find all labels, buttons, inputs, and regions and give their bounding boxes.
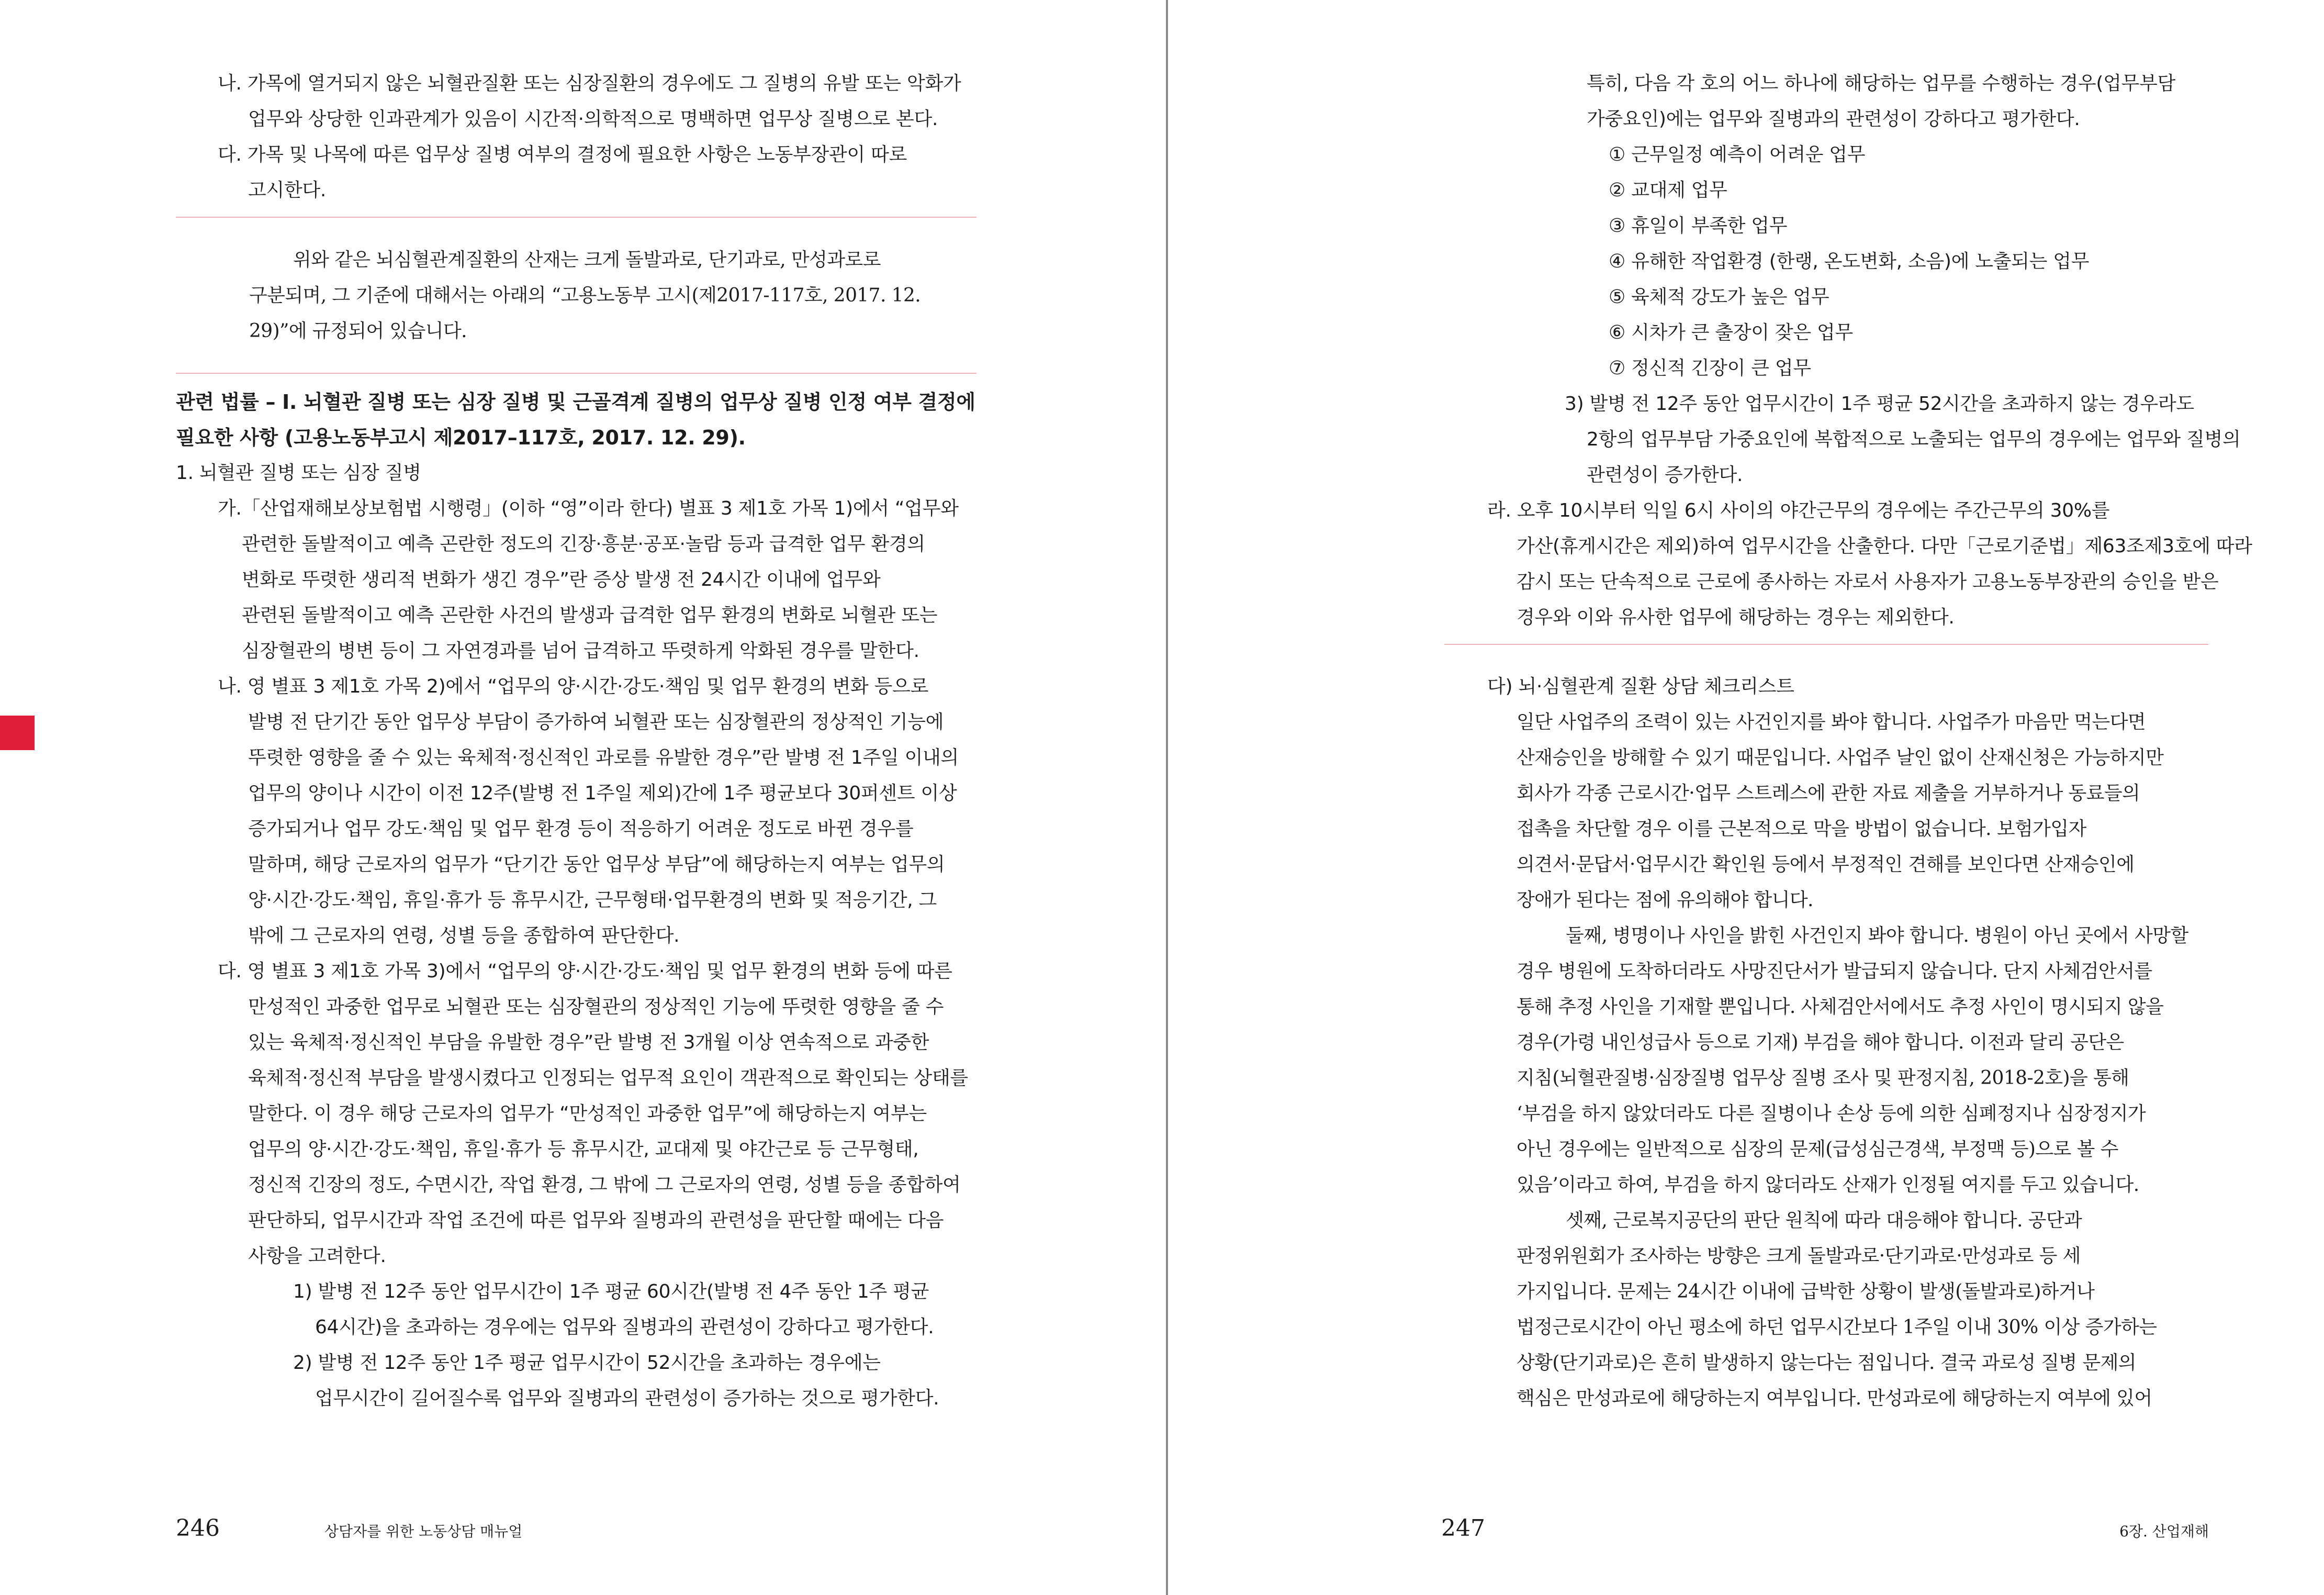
text-line: 육체적·정신적 부담을 발생시켰다고 인정되는 업무적 요인이 객관적으로 확인되는 상태를 (248, 1067, 968, 1089)
text-line: 업무와 상당한 인과관계가 있음이 시간적·의학적으로 명백하면 업무상 질병으로 본다. (248, 108, 938, 130)
checklist-line: 가지입니다. 문제는 24시간 이내에 급박한 상황이 발생(돌발과로)하거나 (1517, 1281, 2095, 1302)
text-line: 증가되거나 업무 강도·책임 및 업무 환경 등이 적응하기 어려운 정도로 바뀐 경우를 (248, 818, 914, 840)
checklist-line: 셋째, 근로복지공단의 판단 원칙에 따라 대응해야 합니다. 공단과 (1566, 1210, 2082, 1231)
text-line: 관련성이 증가한다. (1587, 464, 1743, 486)
list-item: ① 근무일정 예측이 어려운 업무 (1609, 144, 1866, 165)
checklist-line: 둘째, 병명이나 사인을 밝힌 사건인지 봐야 합니다. 병원이 아닌 곳에서 사망할 (1566, 925, 2188, 946)
text-line: 말하며, 해당 근로자의 업무가 “단기간 동안 업무상 부담”에 해당하는지 여부는 업무의 (248, 854, 945, 875)
text-line: 1) 발병 전 12주 동안 업무시간이 1주 평균 60시간(발병 전 4주 동안 1주 평균 (293, 1281, 929, 1302)
text-line: 사항을 고려한다. (248, 1245, 386, 1267)
footer-title: 상담자를 위한 노동상담 매뉴얼 (324, 1523, 523, 1540)
text-line: 특히, 다음 각 호의 어느 하나에 해당하는 업무를 수행하는 경우(업무부담 (1587, 73, 2175, 94)
text-line: 변화로 뚜렷한 생리적 변화가 생긴 경우”란 증상 발생 전 24시간 이내에 업무와 (242, 569, 881, 590)
text-line: 업무의 양·시간·강도·책임, 휴일·휴가 등 휴무시간, 교대제 및 야간근로 등 근무형태, (248, 1139, 919, 1160)
checklist-line: 경우(가령 내인성급사 등으로 기재) 부검을 해야 합니다. 이전과 달리 공단은 (1517, 1032, 2124, 1053)
text-line: 말한다. 이 경우 해당 근로자의 업무가 “만성적인 과중한 업무”에 해당하는지 여부는 (248, 1103, 927, 1124)
checklist-line: 장애가 된다는 점에 유의해야 합니다. (1517, 889, 1813, 911)
law-heading: 필요한 사항 (고용노동부고시 제2017–117호, 2017. 12. 29). (176, 426, 746, 449)
checklist-line: ‘부검을 하지 않았더라도 다른 질병이나 손상 등에 의한 심폐정지나 심장정지가 (1517, 1103, 2146, 1124)
text-line: 판단하되, 업무시간과 작업 조건에 따른 업무와 질병과의 관련성을 판단할 때에는 다음 (248, 1210, 944, 1231)
checklist-line: 판정위원회가 조사하는 방향은 크게 돌발과로·단기과로·만성과로 등 세 (1517, 1245, 2081, 1267)
intro-line: 위와 같은 뇌심혈관계질환의 산재는 크게 돌발과로, 단기과로, 만성과로로 (293, 249, 881, 271)
list-item: ⑥ 시차가 큰 출장이 잦은 업무 (1609, 322, 1853, 343)
text-line: 업무의 양이나 시간이 이전 12주(발병 전 1주일 제외)간에 1주 평균보다 30퍼센트 이상 (248, 783, 957, 804)
text-line: 있는 육체적·정신적인 부담을 유발한 경우”란 발병 전 3개월 이상 연속적으로 과중한 (248, 1032, 929, 1053)
footer-title: 6장. 산업재해 (2119, 1523, 2209, 1540)
text-line: 관련한 돌발적이고 예측 곤란한 정도의 긴장·흥분·공포·놀람 등과 급격한 업무 환경의 (242, 533, 925, 555)
checklist-line: 산재승인을 방해할 수 있기 때문입니다. 사업주 날인 없이 산재신청은 가능하지만 (1517, 747, 2164, 768)
text-line: 양·시간·강도·책임, 휴일·휴가 등 휴무시간, 근무형태·업무환경의 변화 및 적응기간, 그 (248, 889, 937, 911)
text-line: 가.「산업재해보상보험법 시행령」(이하 “영”이라 한다) 별표 3 제1호 가목 1)에서 “업무와 (218, 498, 959, 519)
text-line: 2) 발병 전 12주 동안 1주 평균 업무시간이 52시간을 초과하는 경우에는 (293, 1352, 881, 1374)
text-line: 발병 전 단기간 동안 업무상 부담이 증가하여 뇌혈관 또는 심장혈관의 정상적인 기능에 (248, 711, 944, 733)
intro-line: 29)”에 규정되어 있습니다. (249, 320, 467, 342)
text-line: 고시한다. (248, 180, 327, 201)
law-heading: 관련 법률 – Ⅰ. 뇌혈관 질병 또는 심장 질병 및 근골격계 질병의 업무상 질병 인정 여부 결정에 (176, 391, 975, 414)
list-item: ② 교대제 업무 (1609, 180, 1727, 201)
text-line: 다. 가목 및 나목에 따른 업무상 질병 여부의 결정에 필요한 사항은 노동부장관이 따로 (218, 144, 907, 165)
text-line: 2항의 업무부담 가중요인에 복합적으로 노출되는 업무의 경우에는 업무와 질병의 (1587, 429, 2241, 450)
text-line: 64시간)을 초과하는 경우에는 업무와 질병과의 관련성이 강하다고 평가한다. (315, 1317, 934, 1338)
text-line: 가중요인)에는 업무와 질병과의 관련성이 강하다고 평가한다. (1587, 108, 2080, 130)
list-item: ⑦ 정신적 긴장이 큰 업무 (1609, 358, 1811, 379)
text-line: 업무시간이 길어질수록 업무와 질병과의 관련성이 증가하는 것으로 평가한다. (315, 1388, 939, 1409)
page-number: 246 (176, 1515, 220, 1542)
text-line: 나. 가목에 열거되지 않은 뇌혈관질환 또는 심장질환의 경우에도 그 질병의 유발 또는 악화가 (218, 73, 961, 94)
text-line: 1. 뇌혈관 질병 또는 심장 질병 (176, 462, 421, 484)
text-line: 만성적인 과중한 업무로 뇌혈관 또는 심장혈관의 정상적인 기능에 뚜렷한 영향을 줄 수 (248, 996, 944, 1018)
checklist-heading: 다) 뇌·심혈관계 질환 상담 체크리스트 (1487, 676, 1794, 697)
section-divider (176, 217, 976, 218)
checklist-line: 법정근로시간이 아닌 평소에 하던 업무시간보다 1주일 이내 30% 이상 증가하는 (1517, 1317, 2157, 1338)
section-divider (176, 373, 976, 374)
section-divider (1444, 644, 2208, 645)
checklist-line: 일단 사업주의 조력이 있는 사건인지를 봐야 합니다. 사업주가 마음만 먹는다면 (1517, 711, 2146, 733)
text-line: 밖에 그 근로자의 연령, 성별 등을 종합하여 판단한다. (248, 925, 680, 946)
text-line: 3) 발병 전 12주 동안 업무시간이 1주 평균 52시간을 초과하지 않는 경우라도 (1565, 393, 2194, 415)
checklist-line: 있음’이라고 하여, 부검을 하지 않더라도 산재가 인정될 여지를 두고 있습니다. (1517, 1174, 2139, 1196)
text-line: 관련된 돌발적이고 예측 곤란한 사건의 발생과 급격한 업무 환경의 변화로 뇌혈관 또는 (242, 605, 938, 626)
text-line: 가산(휴게시간은 제외)하여 업무시간을 산출한다. 다만「근로기준법」제63조제3호에 따라 (1517, 536, 2252, 557)
list-item: ③ 휴일이 부족한 업무 (1609, 215, 1788, 237)
text-line: 경우와 이와 유사한 업무에 해당하는 경우는 제외한다. (1517, 607, 1955, 628)
intro-line: 구분되며, 그 기준에 대해서는 아래의 “고용노동부 고시(제2017-117호, 2017. 12. (249, 285, 921, 306)
checklist-line: 통해 추정 사인을 기재할 뿐입니다. 사체검안서에서도 추정 사인이 명시되지 않을 (1517, 996, 2164, 1018)
text-line: 정신적 긴장의 정도, 수면시간, 작업 환경, 그 밖에 그 근로자의 연령, 성별 등을 종합하여 (248, 1174, 961, 1196)
checklist-line: 회사가 각종 근로시간·업무 스트레스에 관한 자료 제출을 거부하거나 동료들의 (1517, 783, 2140, 804)
text-line: 뚜렷한 영향을 줄 수 있는 육체적·정신적인 과로를 유발한 경우”란 발병 전 1주일 이내의 (248, 747, 959, 768)
checklist-line: 상황(단기과로)은 흔히 발생하지 않는다는 점입니다. 결국 과로성 질병 문제의 (1517, 1352, 2136, 1374)
checklist-line: 핵심은 만성과로에 해당하는지 여부입니다. 만성과로에 해당하는지 여부에 있어 (1517, 1388, 2152, 1409)
checklist-line: 접촉을 차단할 경우 이를 근본적으로 막을 방법이 없습니다. 보험가입자 (1517, 818, 2086, 840)
text-line: 나. 영 별표 3 제1호 가목 2)에서 “업무의 양·시간·강도·책임 및 업무 환경의 변화 등으로 (218, 676, 929, 697)
checklist-line: 지침(뇌혈관질병·심장질병 업무상 질병 조사 및 판정지침, 2018-2호)을 통해 (1517, 1067, 2129, 1089)
text-line: 다. 영 별표 3 제1호 가목 3)에서 “업무의 양·시간·강도·책임 및 업무 환경의 변화 등에 따른 (218, 961, 952, 982)
checklist-line: 의견서·문답서·업무시간 확인원 등에서 부정적인 견해를 보인다면 산재승인에 (1517, 854, 2135, 875)
checklist-line: 아닌 경우에는 일반적으로 심장의 문제(급성심근경색, 부정맥 등)으로 볼 수 (1517, 1139, 2118, 1160)
list-item: ⑤ 육체적 강도가 높은 업무 (1609, 286, 1829, 308)
text-line: 감시 또는 단속적으로 근로에 종사하는 자로서 사용자가 고용노동부장관의 승인을 받은 (1517, 571, 2219, 593)
text-line: 라. 오후 10시부터 익일 6시 사이의 야간근무의 경우에는 주간근무의 30%를 (1487, 500, 2110, 521)
right-page (1168, 0, 2324, 1595)
page-number: 247 (1441, 1515, 1485, 1542)
checklist-line: 경우 병원에 도착하더라도 사망진단서가 발급되지 않습니다. 단지 사체검안서를 (1517, 961, 2152, 982)
text-line: 심장혈관의 병변 등이 그 자연경과를 넘어 급격하고 뚜렷하게 악화된 경우를 말한다. (242, 640, 919, 662)
list-item: ④ 유해한 작업환경 (한랭, 온도변화, 소음)에 노출되는 업무 (1609, 251, 2090, 272)
